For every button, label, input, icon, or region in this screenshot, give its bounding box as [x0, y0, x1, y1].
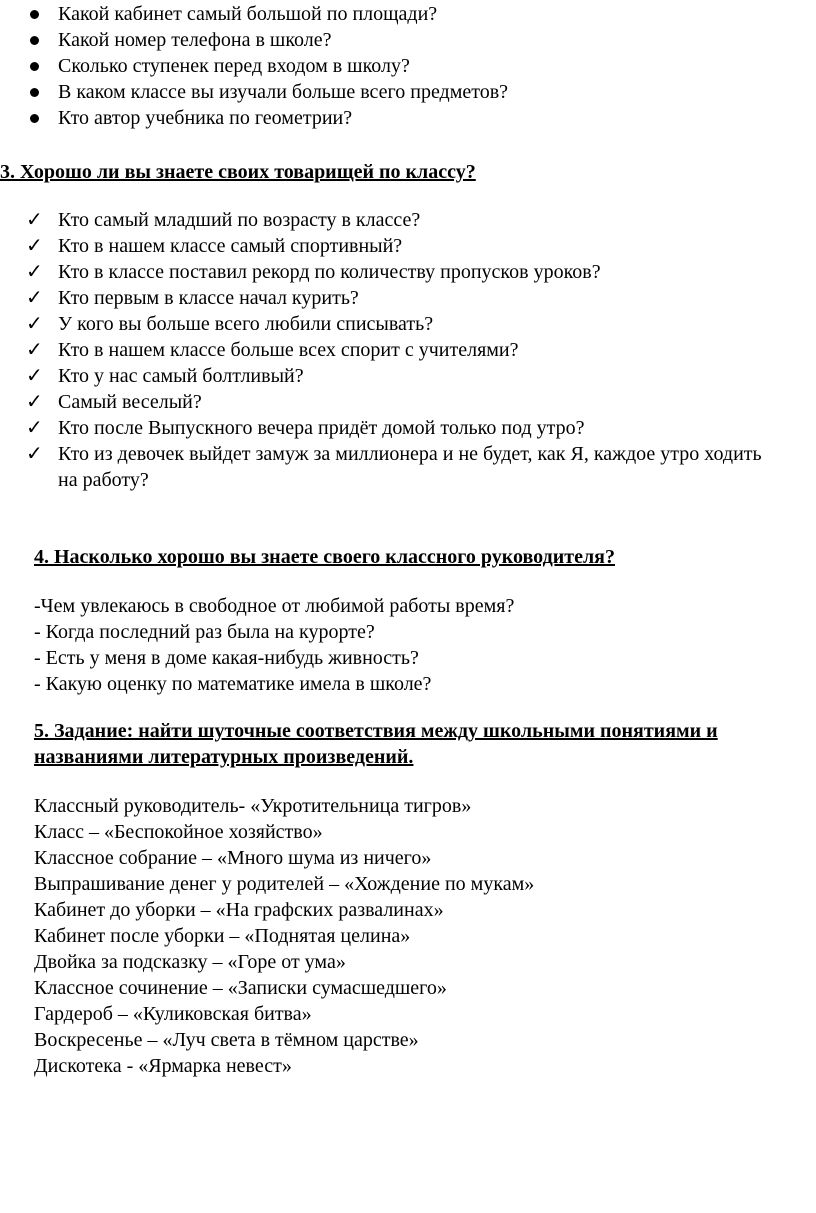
bullet-icon — [30, 114, 39, 123]
list-item: ✓ Кто в нашем классе больше всех спорит с учителями? — [26, 339, 519, 361]
list-item: Воскресенье – «Луч света в тёмном царстве» — [34, 1029, 419, 1051]
list-item: Классный руководитель- «Укротительница тигров» — [34, 795, 472, 817]
section-5-heading-line-2: названиями литературных произведений. — [34, 746, 414, 768]
literary-matches-list — [34, 793, 534, 1079]
checkmark-icon: ✓ — [26, 261, 43, 283]
list-item: ✓ Кто у нас самый болтливый? — [26, 365, 304, 387]
list-item: Кабинет до уборки – «На графских развалинах» — [34, 899, 444, 921]
list-item: ✓ Кто самый младший по возрасту в классе? — [26, 209, 421, 231]
checkmark-icon: ✓ — [26, 391, 43, 413]
checkmark-icon: ✓ — [26, 287, 43, 309]
checkmark-icon: ✓ — [26, 313, 43, 335]
checkmark-icon: ✓ — [26, 235, 43, 257]
section-3-heading: 3. Хорошо ли вы знаете своих товарищей по классу? — [0, 161, 476, 183]
list-item: - Какую оценку по математике имела в школе? — [34, 673, 432, 695]
list-item: Кто автор учебника по геометрии? — [26, 105, 508, 131]
checkmark-icon: ✓ — [26, 365, 43, 387]
list-item: Кабинет после уборки – «Поднятая целина» — [34, 925, 411, 947]
list-item: ✓ У кого вы больше всего любили списывать? — [26, 313, 434, 335]
list-item: ✓ Кто в нашем классе самый спортивный? — [26, 235, 403, 257]
list-item: Классное собрание – «Много шума из ничего» — [34, 847, 432, 869]
bullet-icon — [30, 10, 39, 19]
bullet-icon — [30, 88, 39, 97]
list-item: ✓ Кто после Выпускного вечера придёт домой только под утро? — [26, 417, 585, 439]
bullet-icon — [30, 36, 39, 45]
bullet-icon — [30, 62, 39, 71]
section-5-heading-line-1: 5. Задание: найти шуточные соответствия между школьными понятиями и — [34, 720, 718, 742]
list-item: Классное сочинение – «Записки сумасшедшего» — [34, 977, 447, 999]
classmates-questions-list — [26, 207, 786, 493]
checkmark-icon: ✓ — [26, 417, 43, 439]
list-item: -Чем увлекаюсь в свободное от любимой работы время? — [34, 595, 515, 617]
list-item: Сколько ступенек перед входом в школу? — [26, 53, 508, 79]
list-item: - Когда последний раз была на курорте? — [34, 621, 375, 643]
list-item: Выпрашивание денег у родителей – «Хождение по мукам» — [34, 873, 535, 895]
list-item: ✓ Кто в классе поставил рекорд по количеству пропусков уроков? — [26, 261, 601, 283]
list-item: Какой кабинет самый большой по площади? — [26, 1, 508, 27]
list-item: ✓ Кто из девочек выйдет замуж за миллионера и не будет, как Я, каждое утро ходить на работу? — [26, 443, 762, 491]
list-item: Какой номер телефона в школе? — [26, 27, 508, 53]
checkmark-icon: ✓ — [26, 443, 43, 465]
list-item: ✓ Самый веселый? — [26, 391, 202, 413]
list-item: Дискотека - «Ярмарка невест» — [34, 1055, 292, 1077]
list-item: Класс – «Беспокойное хозяйство» — [34, 821, 323, 843]
list-item: ✓ Кто первым в классе начал курить? — [26, 287, 359, 309]
teacher-questions-list — [34, 593, 514, 697]
list-item: - Есть у меня в доме какая-нибудь живность? — [34, 647, 419, 669]
checkmark-icon: ✓ — [26, 339, 43, 361]
list-item: Двойка за подсказку – «Горе от ума» — [34, 951, 346, 973]
checkmark-icon: ✓ — [26, 209, 43, 231]
section-4-heading: 4. Насколько хорошо вы знаете своего классного руководителя? — [34, 546, 615, 568]
list-item: В каком классе вы изучали больше всего предметов? — [26, 79, 508, 105]
school-questions-list — [26, 1, 508, 131]
list-item: Гардероб – «Куликовская битва» — [34, 1003, 312, 1025]
